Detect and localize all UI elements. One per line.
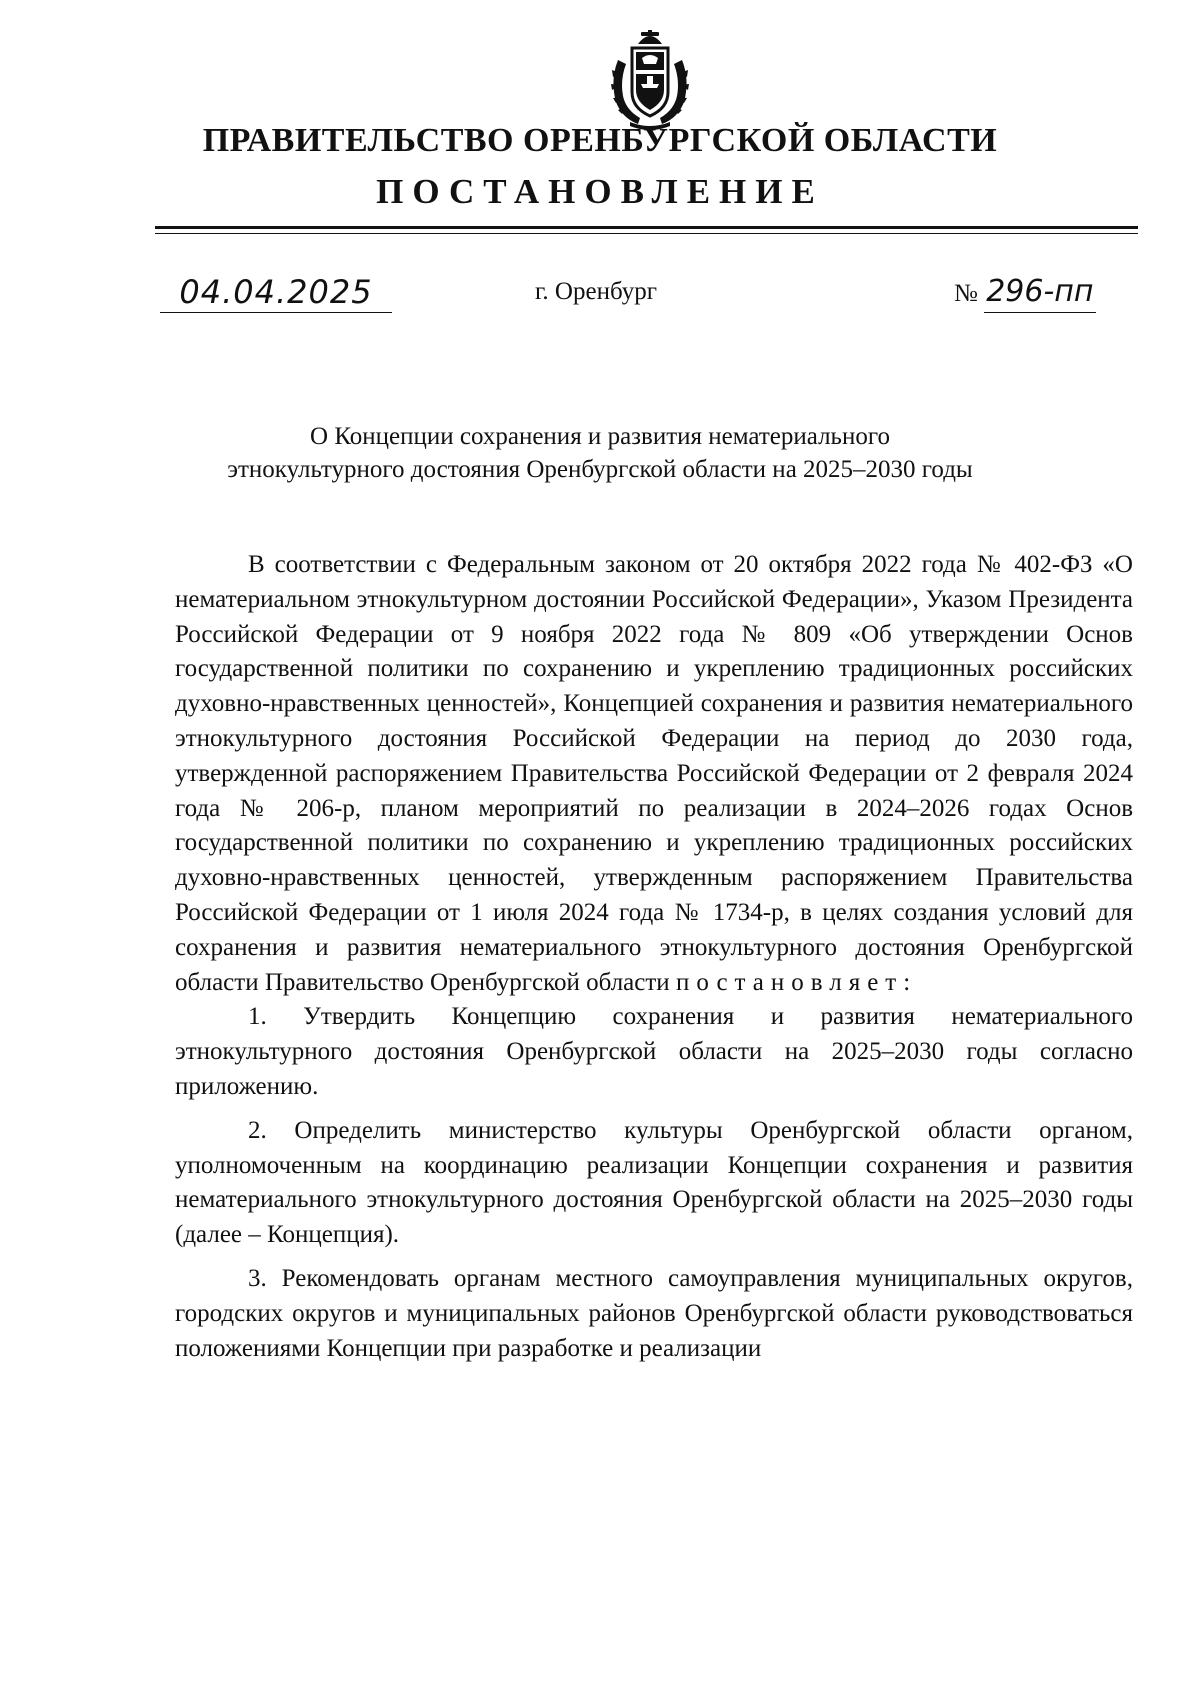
resolution-item-3: 3. Рекомендовать органам местного самоуправления муниципальных округов, городских округов и муниципальных районов Оренбургской области руководствоваться положениями Концепции при разработке и реализации <box>175 1264 1133 1362</box>
document-city: г. Оренбург <box>535 278 657 305</box>
preamble-paragraph <box>175 548 1133 1000</box>
organization-title: ПРАВИТЕЛЬСТВО ОРЕНБУРГСКОЙ ОБЛАСТИ <box>202 122 998 159</box>
resolves-word: постановляет: <box>675 968 918 996</box>
document-number <box>954 272 1096 314</box>
number-value: 296-пп <box>984 272 1096 313</box>
resolution-item-2: 2. Определить министерство культуры Оренбургской области органом, уполномоченным на координацию реализации Концепции сохранения и развития нематериального этнокультурного достояния Оренбургской области на 2025–2030 годы (далее – Концепция). <box>175 1116 1133 1249</box>
header-rule-thick <box>155 226 1138 229</box>
document-date: 04.04.2025 <box>160 272 392 313</box>
preamble-text: В соответствии с Федеральным законом от 20 октября 2022 года № 402-ФЗ «О нематериальном этнокультурном достоянии Российской Федерации», Указом Президента Российской Федерации от 9 ноября 2022 года № 809 «Об утверждении Основ государственной политики по сохранению и укреплению традиционных российских духовно-нравственных ценностей», Концепцией сохранения и развития нематериального этнокультурного достояния Российской Федерации на период до 2030 года, утвержденной распоряжением Правительства Российской Федерации от 2 февраля 2024 года № 206-р, планом мероприятий по реализации в 2024–2026 годах Основ государственной политики по сохранению и укреплению традиционных российских духовно-нравственных ценностей, утвержденным распоряжением Правительства Российской Федерации от 1 июля 2024 года № 1734-р, в целях создания условий для сохранения и развития нематериального этнокультурного достояния Оренбургской области Правительство Оренбургской области <box>175 551 1133 996</box>
document-type: ПОСТАНОВЛЕНИЕ <box>376 172 824 211</box>
document-subject <box>0 420 1200 486</box>
subject-line-1: О Концепции сохранения и развития нематериального <box>310 423 890 450</box>
header-rule-thin <box>155 233 1138 234</box>
document-body <box>175 548 1133 1366</box>
resolution-item-1: 1. Утвердить Концепцию сохранения и развития нематериального этнокультурного достояния Оренбургской области на 2025–2030 годы согласно приложению. <box>175 1003 1133 1100</box>
number-label: № <box>954 280 978 307</box>
coat-of-arms-icon <box>608 30 692 130</box>
subject-line-2: этнокультурного достояния Оренбургской области на 2025–2030 годы <box>227 456 973 483</box>
